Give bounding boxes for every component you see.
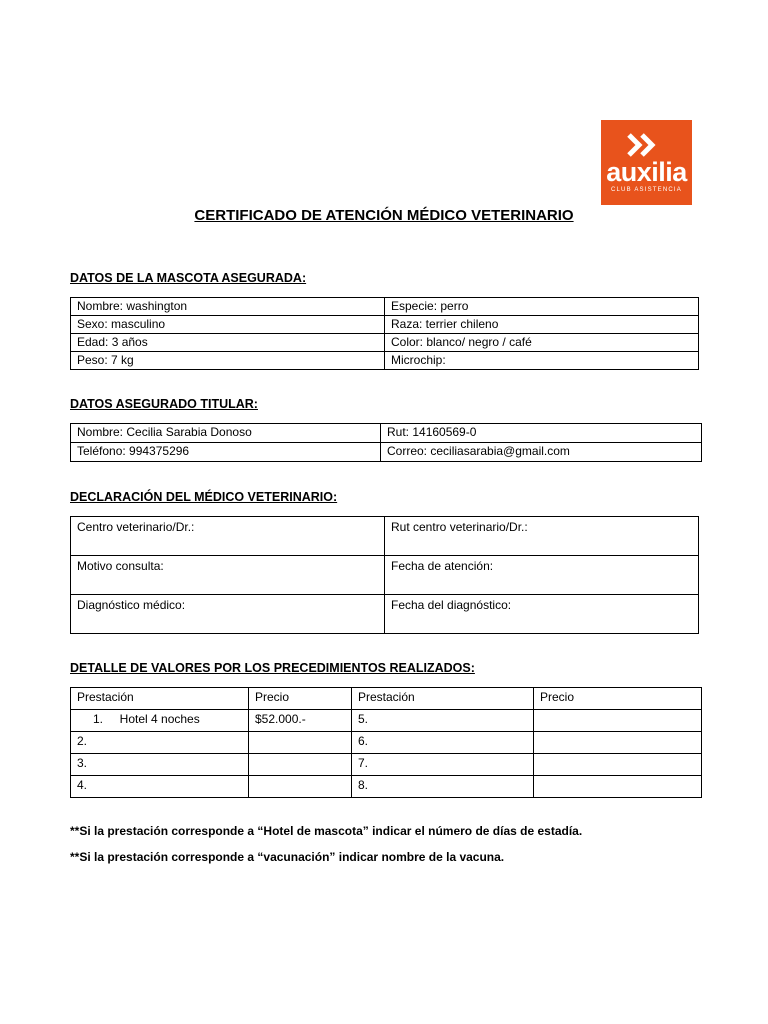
table-cell: Fecha de atención:	[385, 556, 699, 595]
table-cell: Rut: 14160569-0	[381, 424, 702, 443]
table-cell: Diagnóstico médico:	[71, 595, 385, 634]
table-cell: Fecha del diagnóstico:	[385, 595, 699, 634]
table-cell: 1. Hotel 4 noches	[71, 710, 249, 732]
table-header-cell: Precio	[249, 688, 352, 710]
table-cell: 6.	[352, 732, 534, 754]
table-cell: 4.	[71, 776, 249, 798]
declaracion-heading: DECLARACIÓN DEL MÉDICO VETERINARIO:	[70, 490, 338, 504]
table-row	[71, 595, 699, 634]
table-header-cell: Precio	[534, 688, 702, 710]
declaracion-table	[70, 516, 699, 634]
table-cell	[534, 732, 702, 754]
table-header-cell: Prestación	[352, 688, 534, 710]
table-cell: Correo: ceciliasarabia@gmail.com	[381, 443, 702, 462]
table-row	[71, 556, 699, 595]
table-cell: Microchip:	[385, 352, 699, 370]
table-cell: Peso: 7 kg	[71, 352, 385, 370]
table-cell	[249, 732, 352, 754]
mascota-heading: DATOS DE LA MASCOTA ASEGURADA:	[70, 271, 307, 285]
table-cell: 3.	[71, 754, 249, 776]
titular-heading: DATOS ASEGURADO TITULAR:	[70, 397, 258, 411]
table-cell: Color: blanco/ negro / café	[385, 334, 699, 352]
note-hotel: **Si la prestación corresponde a “Hotel de mascota” indicar el número de días de estadía.	[70, 824, 583, 838]
table-cell	[534, 754, 702, 776]
table-row	[71, 424, 702, 443]
table-cell: 5.	[352, 710, 534, 732]
table-cell: $52.000.-	[249, 710, 352, 732]
table-cell: Centro veterinario/Dr.:	[71, 517, 385, 556]
table-row	[71, 710, 702, 732]
table-row	[71, 517, 699, 556]
table-row	[71, 298, 699, 316]
table-cell: Motivo consulta:	[71, 556, 385, 595]
mascota-table	[70, 297, 699, 370]
table-cell: Nombre: Cecilia Sarabia Donoso	[71, 424, 381, 443]
table-row	[71, 443, 702, 462]
table-row	[71, 352, 699, 370]
table-cell: 8.	[352, 776, 534, 798]
valores-heading: DETALLE DE VALORES POR LOS PRECEDIMIENTOS REALIZADOS:	[70, 661, 475, 675]
table-header-row	[71, 688, 702, 710]
titular-table	[70, 423, 702, 462]
page-title: CERTIFICADO DE ATENCIÓN MÉDICO VETERINARIO	[194, 207, 574, 224]
table-cell	[249, 776, 352, 798]
table-cell: Teléfono: 994375296	[71, 443, 381, 462]
double-chevron-icon	[627, 133, 667, 157]
table-cell: Edad: 3 años	[71, 334, 385, 352]
table-cell: Sexo: masculino	[71, 316, 385, 334]
table-header-cell: Prestación	[71, 688, 249, 710]
table-cell: 2.	[71, 732, 249, 754]
table-cell: Rut centro veterinario/Dr.:	[385, 517, 699, 556]
table-row	[71, 754, 702, 776]
table-row	[71, 334, 699, 352]
note-vacunacion: **Si la prestación corresponde a “vacunación” indicar nombre de la vacuna.	[70, 850, 505, 864]
logo-name: auxilia	[606, 157, 687, 187]
valores-table	[70, 687, 702, 798]
table-cell	[534, 776, 702, 798]
table-cell: 7.	[352, 754, 534, 776]
table-cell: Raza: terrier chileno	[385, 316, 699, 334]
table-row	[71, 732, 702, 754]
table-cell	[534, 710, 702, 732]
table-row	[71, 776, 702, 798]
table-cell: Especie: perro	[385, 298, 699, 316]
auxilia-logo	[601, 120, 692, 205]
table-cell	[249, 754, 352, 776]
table-row	[71, 316, 699, 334]
table-cell: Nombre: washington	[71, 298, 385, 316]
logo-subtitle: CLUB ASISTENCIA	[610, 187, 682, 193]
